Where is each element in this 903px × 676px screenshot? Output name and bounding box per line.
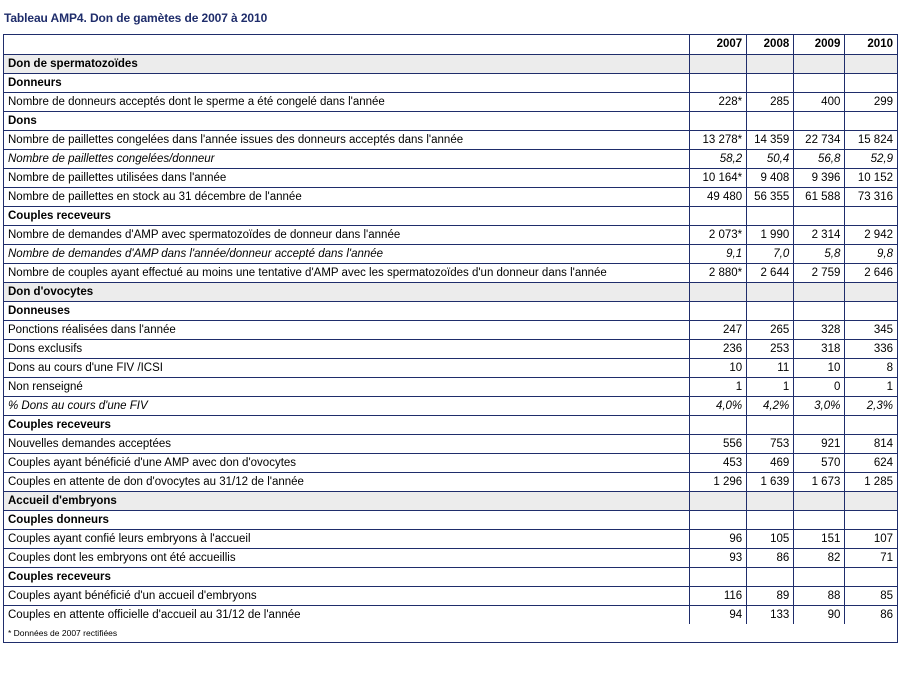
value-cell: 2 073* <box>690 225 747 244</box>
subsection-row <box>4 567 897 586</box>
row-label: Couples dont les embryons ont été accueillis <box>4 548 690 567</box>
table-row <box>4 149 897 168</box>
value-cell: 8 <box>845 358 897 377</box>
value-cell: 52,9 <box>845 149 897 168</box>
empty-cell <box>845 510 897 529</box>
value-cell: 1 296 <box>690 472 747 491</box>
empty-cell <box>747 282 794 301</box>
value-cell: 556 <box>690 434 747 453</box>
empty-cell <box>794 567 845 586</box>
year-header: 2007 <box>690 35 747 54</box>
empty-cell <box>690 301 747 320</box>
section-row <box>4 491 897 510</box>
row-label: Non renseigné <box>4 377 690 396</box>
value-cell: 2 942 <box>845 225 897 244</box>
table-row <box>4 320 897 339</box>
row-label: Dons exclusifs <box>4 339 690 358</box>
empty-cell <box>794 54 845 73</box>
empty-cell <box>794 111 845 130</box>
row-label: Nouvelles demandes acceptées <box>4 434 690 453</box>
row-label: Nombre de paillettes congelées/donneur <box>4 149 690 168</box>
value-cell: 89 <box>747 586 794 605</box>
footnote: * Données de 2007 rectifiées <box>8 628 118 638</box>
value-cell: 73 316 <box>845 187 897 206</box>
value-cell: 400 <box>794 92 845 111</box>
header-label-cell <box>4 35 690 54</box>
row-label: Accueil d'embryons <box>4 491 690 510</box>
row-label: Don de spermatozoïdes <box>4 54 690 73</box>
value-cell: 71 <box>845 548 897 567</box>
value-cell: 336 <box>845 339 897 358</box>
value-cell: 96 <box>690 529 747 548</box>
data-table <box>4 35 897 642</box>
table-title: Tableau AMP4. Don de gamètes de 2007 à 2010 <box>4 11 268 25</box>
value-cell: 9,8 <box>845 244 897 263</box>
value-cell: 1 673 <box>794 472 845 491</box>
footnote-row <box>4 624 897 642</box>
table-row <box>4 396 897 415</box>
subsection-row <box>4 510 897 529</box>
data-table-container <box>3 34 898 643</box>
value-cell: 9,1 <box>690 244 747 263</box>
row-label: Dons <box>4 111 690 130</box>
empty-cell <box>747 491 794 510</box>
empty-cell <box>845 415 897 434</box>
value-cell: 9 396 <box>794 168 845 187</box>
value-cell: 285 <box>747 92 794 111</box>
value-cell: 10 164* <box>690 168 747 187</box>
value-cell: 88 <box>794 586 845 605</box>
row-label: Couples en attente officielle d'accueil au 31/12 de l'année <box>4 605 690 624</box>
value-cell: 10 <box>794 358 845 377</box>
empty-cell <box>794 510 845 529</box>
table-row <box>4 377 897 396</box>
table-row <box>4 586 897 605</box>
empty-cell <box>747 415 794 434</box>
value-cell: 228* <box>690 92 747 111</box>
value-cell: 10 <box>690 358 747 377</box>
row-label: Nombre de paillettes utilisées dans l'année <box>4 168 690 187</box>
subsection-row <box>4 206 897 225</box>
row-label: Nombre de demandes d'AMP dans l'année/donneur accepté dans l'année <box>4 244 690 263</box>
empty-cell <box>845 73 897 92</box>
value-cell: 2 880* <box>690 263 747 282</box>
empty-cell <box>690 206 747 225</box>
table-row <box>4 453 897 472</box>
value-cell: 2 646 <box>845 263 897 282</box>
value-cell: 86 <box>880 608 893 621</box>
value-cell: 93 <box>690 548 747 567</box>
value-cell: 2,3% <box>845 396 897 415</box>
value-cell: 236 <box>690 339 747 358</box>
section-row <box>4 54 897 73</box>
row-label: Nombre de demandes d'AMP avec spermatozoïdes de donneur dans l'année <box>4 225 690 244</box>
value-cell: 753 <box>747 434 794 453</box>
empty-cell <box>747 54 794 73</box>
empty-cell <box>845 111 897 130</box>
row-label: Nombre de paillettes congelées dans l'année issues des donneurs acceptés dans l'année <box>4 130 690 149</box>
row-label: Couples en attente de don d'ovocytes au 31/12 de l'année <box>4 472 690 491</box>
value-cell: 318 <box>794 339 845 358</box>
empty-cell <box>794 206 845 225</box>
value-cell: 56,8 <box>794 149 845 168</box>
row-label: Couples donneurs <box>4 510 690 529</box>
value-cell: 7,0 <box>747 244 794 263</box>
empty-cell <box>845 206 897 225</box>
value-cell: 1 639 <box>747 472 794 491</box>
value-cell: 2 759 <box>794 263 845 282</box>
value-cell: 814 <box>845 434 897 453</box>
value-cell: 2 644 <box>747 263 794 282</box>
value-cell: 58,2 <box>690 149 747 168</box>
empty-cell <box>747 567 794 586</box>
subsection-row <box>4 111 897 130</box>
row-label: Couples receveurs <box>4 567 690 586</box>
empty-cell <box>690 54 747 73</box>
row-label: Nombre de couples ayant effectué au moins une tentative d'AMP avec les spermatozoïdes d'un donneur dans l'année <box>4 263 690 282</box>
value-cell: 116 <box>690 586 747 605</box>
row-label: Nombre de donneurs acceptés dont le sperme a été congelé dans l'année <box>4 92 690 111</box>
value-cell: 15 824 <box>845 130 897 149</box>
value-cell: 50,4 <box>747 149 794 168</box>
value-cell: 0 <box>794 377 845 396</box>
empty-cell <box>747 510 794 529</box>
value-cell: 1 990 <box>747 225 794 244</box>
value-cell: 85 <box>845 586 897 605</box>
value-cell: 2 314 <box>794 225 845 244</box>
value-cell: 5,8 <box>794 244 845 263</box>
value-cell: 90 <box>794 605 845 624</box>
table-row <box>4 244 897 263</box>
value-cell: 105 <box>747 529 794 548</box>
value-cell: 4,0% <box>690 396 747 415</box>
value-cell: 82 <box>794 548 845 567</box>
row-label: Couples ayant bénéficié d'un accueil d'embryons <box>4 586 690 605</box>
row-label: Couples ayant bénéficié d'une AMP avec don d'ovocytes <box>4 453 690 472</box>
row-label: Ponctions réalisées dans l'année <box>4 320 690 339</box>
table-row <box>4 187 897 206</box>
year-header: 2010 <box>845 35 897 54</box>
table-row <box>4 358 897 377</box>
value-cell: 1 285 <box>845 472 897 491</box>
value-cell: 247 <box>690 320 747 339</box>
value-cell: 624 <box>845 453 897 472</box>
value-cell: 133 <box>747 605 794 624</box>
subsection-row <box>4 301 897 320</box>
value-cell: 1 <box>845 377 897 396</box>
table-row <box>4 225 897 244</box>
value-cell: 61 588 <box>794 187 845 206</box>
value-cell: 56 355 <box>747 187 794 206</box>
empty-cell <box>845 567 897 586</box>
value-cell: 570 <box>794 453 845 472</box>
value-cell: 453 <box>690 453 747 472</box>
value-cell: 328 <box>794 320 845 339</box>
value-cell: 14 359 <box>747 130 794 149</box>
table-row <box>4 434 897 453</box>
row-label: % Dons au cours d'une FIV <box>4 396 690 415</box>
empty-cell <box>794 73 845 92</box>
table-body <box>4 54 897 624</box>
value-cell: 253 <box>747 339 794 358</box>
value-cell: 11 <box>747 358 794 377</box>
table-row <box>4 130 897 149</box>
value-cell: 107 <box>845 529 897 548</box>
empty-cell <box>845 282 897 301</box>
value-cell: 86 <box>747 548 794 567</box>
empty-cell <box>794 301 845 320</box>
value-cell: 9 408 <box>747 168 794 187</box>
row-label: Nombre de paillettes en stock au 31 décembre de l'année <box>4 187 690 206</box>
value-cell: 1 <box>747 377 794 396</box>
row-label: Dons au cours d'une FIV /ICSI <box>4 358 690 377</box>
value-cell: 22 734 <box>794 130 845 149</box>
year-header: 2008 <box>747 35 794 54</box>
empty-cell <box>794 282 845 301</box>
row-label: Donneurs <box>4 73 690 92</box>
value-cell: 94 <box>690 605 747 624</box>
value-cell: 921 <box>794 434 845 453</box>
value-cell: 1 <box>690 377 747 396</box>
row-label: Don d'ovocytes <box>4 282 690 301</box>
year-header: 2009 <box>794 35 845 54</box>
value-cell: 299 <box>845 92 897 111</box>
table-row <box>4 168 897 187</box>
empty-cell <box>747 301 794 320</box>
empty-cell <box>690 282 747 301</box>
empty-cell <box>794 491 845 510</box>
subsection-row <box>4 73 897 92</box>
value-cell: 469 <box>747 453 794 472</box>
empty-cell <box>690 73 747 92</box>
table-row <box>4 339 897 358</box>
value-cell: 345 <box>845 320 897 339</box>
empty-cell <box>794 415 845 434</box>
row-label: Couples receveurs <box>4 415 690 434</box>
empty-cell <box>690 567 747 586</box>
table-row <box>4 92 897 111</box>
value-cell: 10 152 <box>845 168 897 187</box>
value-cell: 4,2% <box>747 396 794 415</box>
empty-cell <box>845 301 897 320</box>
empty-cell <box>845 491 897 510</box>
row-label: Couples ayant confié leurs embryons à l'accueil <box>4 529 690 548</box>
empty-cell <box>690 111 747 130</box>
value-cell: 151 <box>794 529 845 548</box>
empty-cell <box>747 111 794 130</box>
header-row <box>4 35 897 54</box>
empty-cell <box>690 510 747 529</box>
subsection-row <box>4 415 897 434</box>
row-label: Donneuses <box>4 301 690 320</box>
value-cell: 13 278* <box>690 130 747 149</box>
table-row <box>4 605 897 624</box>
table-row <box>4 529 897 548</box>
empty-cell <box>845 54 897 73</box>
row-label: Couples receveurs <box>4 206 690 225</box>
table-row <box>4 263 897 282</box>
value-cell: 265 <box>747 320 794 339</box>
value-cell: 3,0% <box>794 396 845 415</box>
empty-cell <box>690 491 747 510</box>
section-row <box>4 282 897 301</box>
empty-cell <box>690 415 747 434</box>
empty-cell <box>747 73 794 92</box>
table-row <box>4 548 897 567</box>
value-cell: 49 480 <box>690 187 747 206</box>
table-row <box>4 472 897 491</box>
empty-cell <box>747 206 794 225</box>
